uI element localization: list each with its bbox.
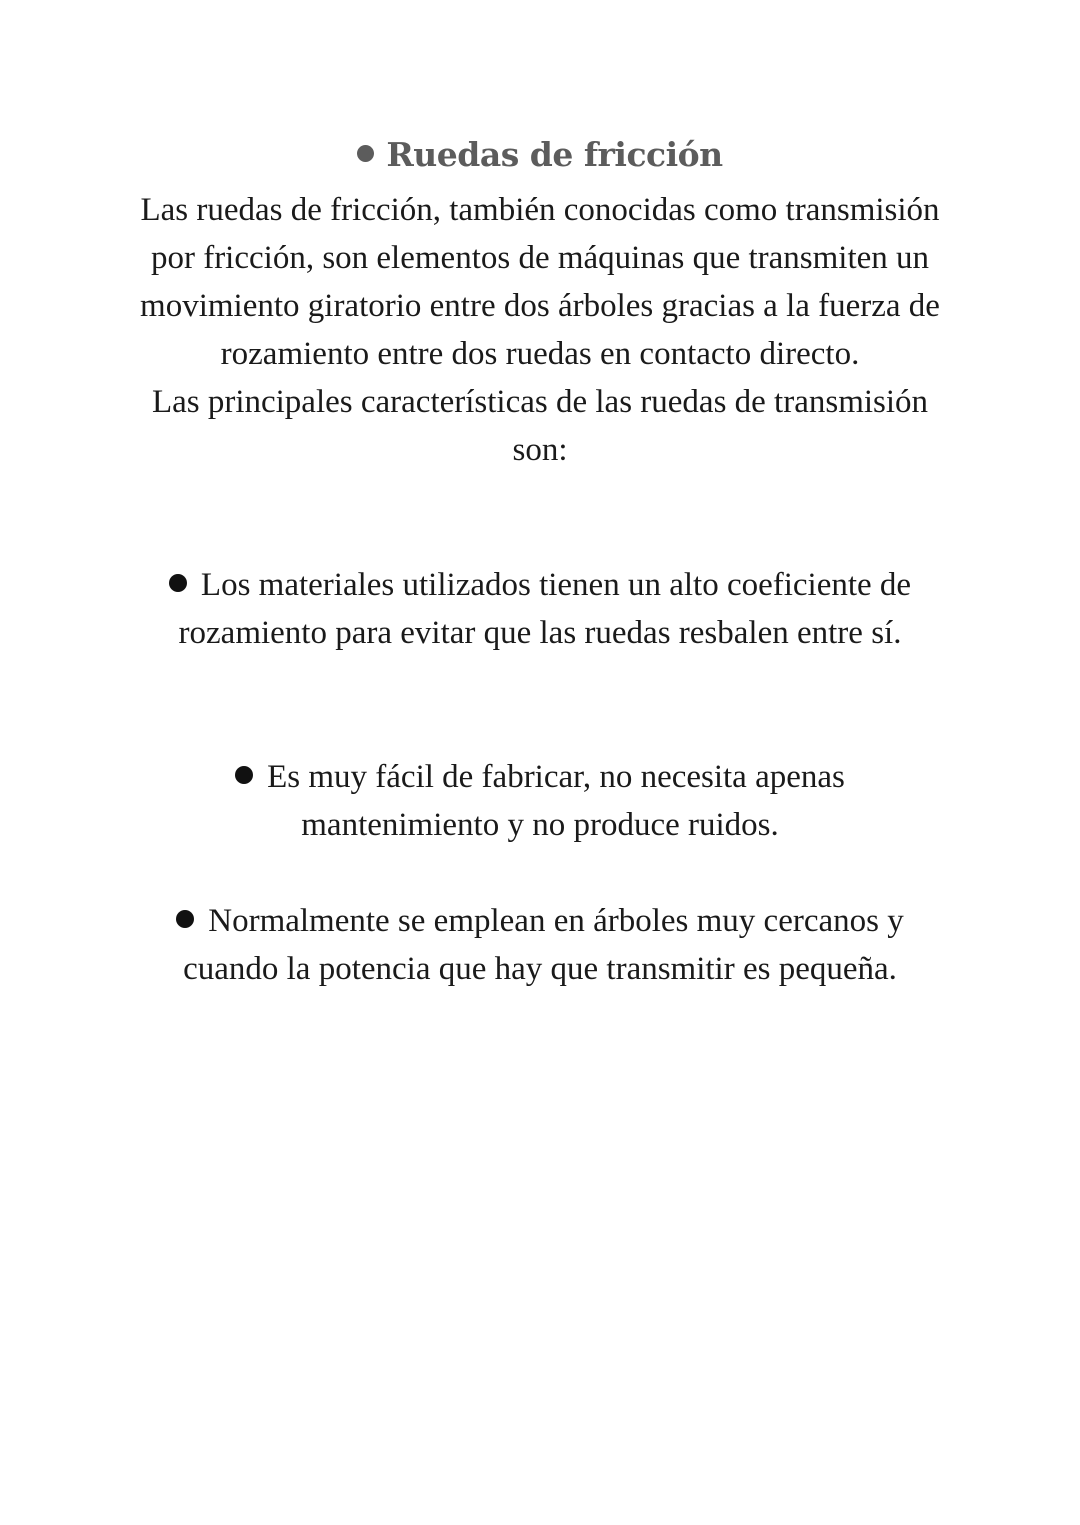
section-heading (0, 131, 1080, 179)
list-item (140, 561, 940, 657)
heading-text: Ruedas de fricción (386, 135, 723, 174)
list-item (190, 753, 890, 849)
intro-text (140, 186, 940, 474)
bullet-dot-icon (235, 766, 253, 784)
list-item-text: Normalmente se emplean en árboles muy cercanos y cuando la potencia que hay que transmitir es pequeña. (183, 903, 904, 987)
intro-paragraph-2: Las principales características de las ruedas de transmisión son: (151, 384, 929, 468)
bullet-dot-icon (169, 574, 187, 592)
bullet-dot-icon (357, 145, 374, 162)
list-item-text: Los materiales utilizados tienen un alto coeficiente de rozamiento para evitar que las ruedas resbalen entre sí. (178, 567, 912, 651)
list-item-text: Es muy fácil de fabricar, no necesita apenas mantenimiento y no produce ruidos. (267, 759, 845, 843)
bullet-dot-icon (176, 910, 194, 928)
intro-paragraph-1: Las ruedas de fricción, también conocidas como transmisión por fricción, son elementos de máquinas que transmiten un movimiento giratorio entre dos árboles gracias a la fuerza de rozamiento entre dos ruedas en contacto directo. (140, 192, 940, 372)
list-item (140, 897, 940, 993)
